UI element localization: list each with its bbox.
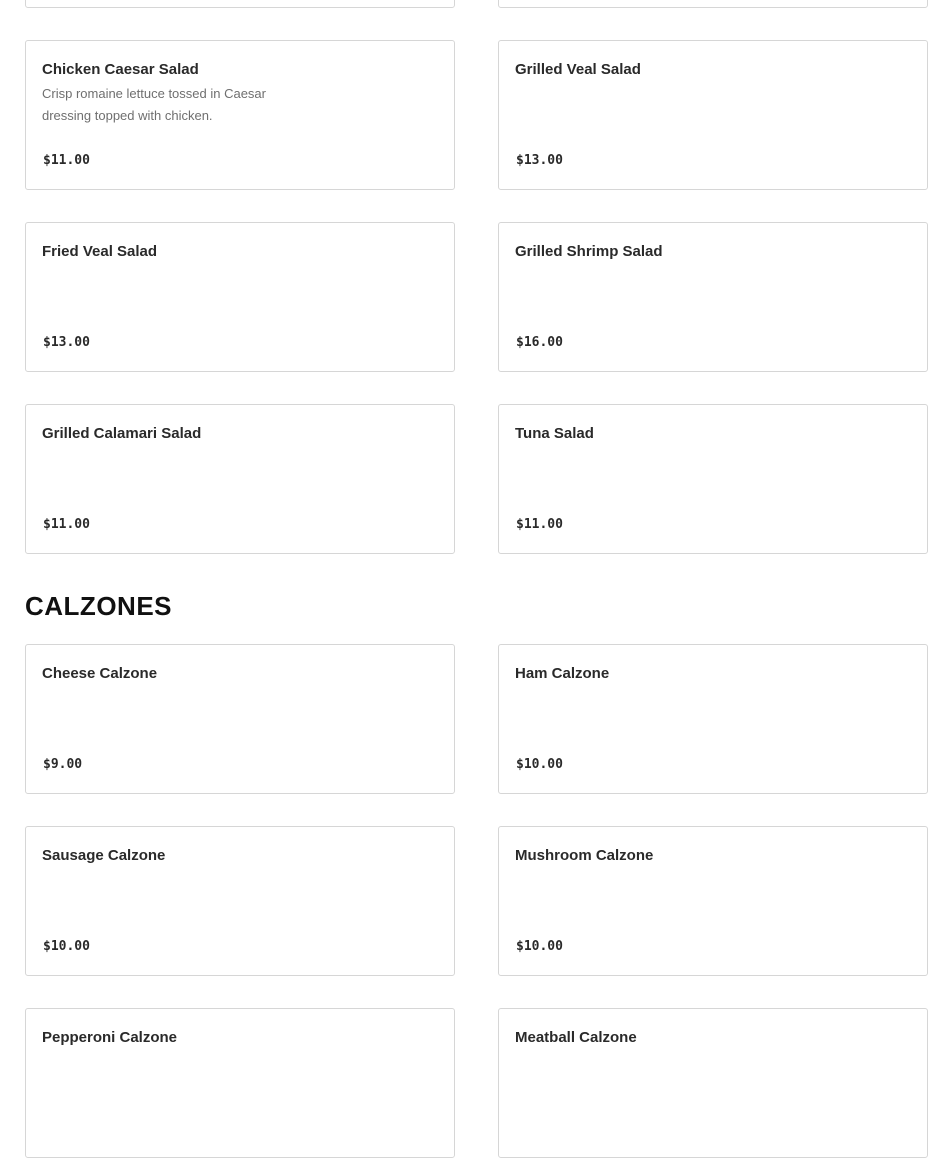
menu-item-price: $10.00 (516, 939, 563, 954)
previous-items-row (0, 0, 950, 8)
menu-item-card[interactable] (25, 1008, 455, 1158)
menu-item-name: Pepperoni Calzone (42, 1029, 178, 1046)
menu-item-card[interactable] (25, 644, 455, 794)
menu-item-price: $16.00 (516, 335, 563, 350)
menu-item-name: Grilled Shrimp Salad (515, 243, 663, 260)
menu-item-price: $9.00 (43, 757, 83, 772)
menu-item-card[interactable] (25, 404, 455, 554)
menu-item-card-partial[interactable] (25, 0, 455, 8)
calzones-grid (0, 644, 950, 1158)
menu-item-name: Ham Calzone (515, 665, 610, 682)
menu-item-card[interactable] (498, 1008, 928, 1158)
menu-item-name: Fried Veal Salad (42, 243, 158, 260)
menu-item-price: $11.00 (43, 517, 90, 532)
menu-item-name: Cheese Calzone (42, 665, 158, 682)
menu-item-price: $11.00 (43, 153, 90, 168)
menu-item-name: Grilled Calamari Salad (42, 425, 202, 442)
menu-item-name: Tuna Salad (515, 425, 594, 442)
menu-item-price: $10.00 (516, 757, 563, 772)
menu-item-price: $10.00 (43, 939, 90, 954)
menu-item-name: Sausage Calzone (42, 847, 166, 864)
salads-grid (0, 40, 950, 554)
menu-item-card[interactable] (25, 40, 455, 190)
menu-item-price: $13.00 (43, 335, 90, 350)
menu-item-price: $11.00 (516, 517, 563, 532)
menu-item-card[interactable] (25, 826, 455, 976)
menu-item-name: Meatball Calzone (515, 1029, 637, 1046)
menu-item-card[interactable] (498, 40, 928, 190)
menu-item-card-partial[interactable] (498, 0, 928, 8)
menu-item-card[interactable] (498, 404, 928, 554)
menu-item-description: Crisp romaine lettuce tossed in Caesar dressing topped with chicken. (42, 86, 266, 123)
menu-item-price: $13.00 (516, 153, 563, 168)
menu-item-name: Mushroom Calzone (515, 847, 654, 864)
menu-item-card[interactable] (498, 222, 928, 372)
menu-item-name: Chicken Caesar Salad (42, 61, 199, 78)
menu-item-card[interactable] (498, 644, 928, 794)
menu-item-card[interactable] (498, 826, 928, 976)
menu-item-card[interactable] (25, 222, 455, 372)
menu-item-name: Grilled Veal Salad (515, 61, 641, 78)
section-heading-calzones: CALZONES (25, 591, 172, 621)
